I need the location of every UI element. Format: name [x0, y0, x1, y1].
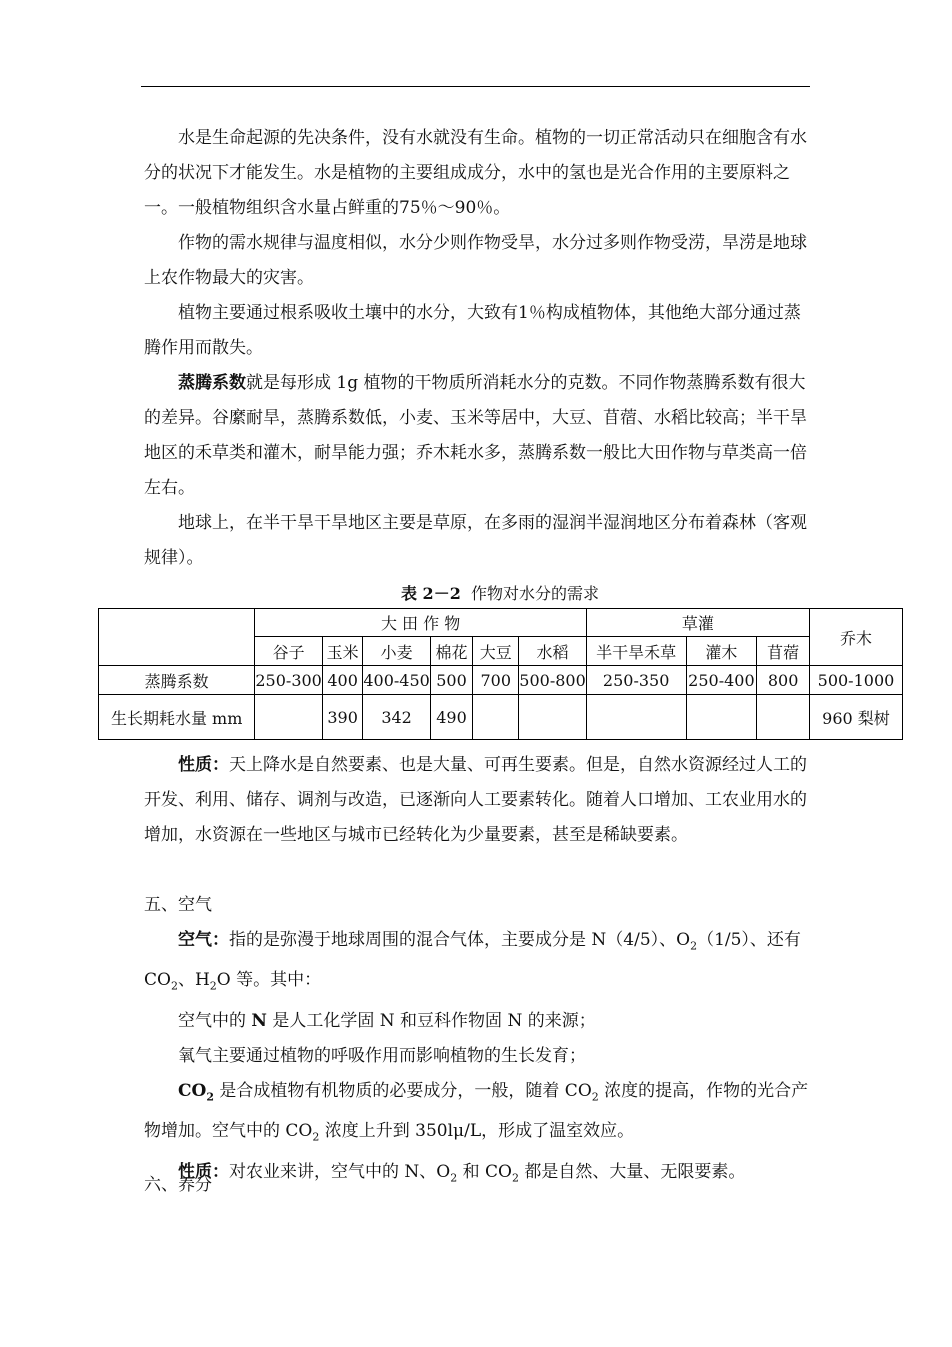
table-cell	[686, 695, 757, 740]
intro-paragraphs	[144, 121, 810, 576]
term-transpiration-coefficient: 蒸腾系数	[178, 373, 246, 393]
paragraph-water-origin: 水是生命起源的先决条件，没有水就没有生命。植物的一切正常活动只在细胞含有水分的状况下才能发生。水是植物的主要组成成分，水中的氢也是光合作用的主要原料之一。一般植物组织含水量占鲜重的75％～90％。	[144, 128, 807, 218]
table-cell	[757, 695, 810, 740]
table-cell: 500-1000	[809, 666, 902, 695]
paragraph-nitrogen: 空气中的 N 是人工化学固 N 和豆科作物固 N 的来源；	[178, 1010, 596, 1031]
group-trees: 乔木	[809, 609, 902, 666]
crop-header: 棉花	[430, 637, 472, 666]
paragraph-water-demand: 作物的需水规律与温度相似，水分少则作物受旱，水分过多则作物受涝，旱涝是地球上农作物最大的灾害。	[144, 233, 807, 288]
table-header-groups	[99, 609, 903, 637]
table-cell: 250-400	[686, 666, 757, 695]
table-cell: 800	[757, 666, 810, 695]
crop-header: 大豆	[473, 637, 519, 666]
crop-header: 苜蓿	[757, 637, 810, 666]
table-cell: 490	[430, 695, 472, 740]
paragraph-transpiration-coefficient: 蒸腾系数就是每形成 1g 植物的干物质所消耗水分的克数。不同作物蒸腾系数有很大的差异。谷縻耐旱，蒸腾系数低，小麦、玉米等居中，大豆、苜蓿、水稻比较高；半干旱地区的禾草类和灌木，耐旱能力强；乔木耗水多，蒸腾系数一般比大田作物与草类高一倍左右。	[144, 373, 807, 498]
crop-header: 玉米	[322, 637, 362, 666]
group-grass-shrubs: 草灌	[586, 609, 809, 637]
paragraph-air-definition: 空气：指的是弥漫于地球周围的混合气体，主要成分是 N（4/5）、$O_2(1/5)$、还有 $CO_2$、$H_2O$ 等。其中：	[144, 930, 801, 993]
paragraph-root-absorption: 植物主要通过根系吸收土壤中的水分，大致有1％构成植物体，其他绝大部分通过蒸腾作用而散失。	[144, 303, 801, 358]
crop-water-table	[98, 608, 903, 740]
heading-air: 五、空气	[144, 895, 212, 915]
paragraph-co2: $CO_2$ 是合成植物有机物质的必要成分，一般，随着 $CO_2$ 浓度的提高，作物的光合产物增加。空气中的 $CO_2$ 浓度上升到 350lμ/L，形成了温室效应。	[144, 1080, 809, 1144]
crop-header: 灌木	[686, 637, 757, 666]
crop-header: 水稻	[519, 637, 586, 666]
paragraph-water-nature: 性质：天上降水是自然要素、也是大量、可再生要素。但是，自然水资源经过人工的开发、利用、储存、调剂与改造，已逐渐向人工要素转化。随着人口增加、工农业用水的增加，水资源在一些地区与城市已经转化为少量要素，甚至是稀缺要素。	[144, 755, 807, 845]
header-rule	[141, 86, 810, 87]
table-row	[99, 666, 903, 695]
table-cell: 400-450	[363, 666, 430, 695]
table-row	[99, 695, 903, 740]
table-cell	[519, 695, 586, 740]
table-caption: 表 2－2 作物对水分的需求	[400, 584, 600, 603]
paragraph-oxygen: 氧气主要通过植物的呼吸作用而影响植物的生长发育；	[178, 1045, 586, 1066]
table-corner-cell	[99, 609, 255, 666]
paragraph-air-nature: 性质：对农业来讲，空气中的 N、$O_2$ 和 $CO_2$ 都是自然、大量、无限要素。	[178, 1161, 746, 1184]
table-cell	[586, 695, 686, 740]
row-label: 生长期耗水量 mm	[99, 695, 255, 740]
table-cell	[473, 695, 519, 740]
crop-header: 谷子	[255, 637, 322, 666]
table-cell: 250-350	[586, 666, 686, 695]
table-cell: 400	[322, 666, 362, 695]
table-cell: 960 梨树	[809, 695, 902, 740]
air-section	[144, 923, 810, 1195]
crop-header: 小麦	[363, 637, 430, 666]
row-label: 蒸腾系数	[99, 666, 255, 695]
heading-nutrients: 六、养分	[144, 1175, 212, 1195]
table-cell: 500	[430, 666, 472, 695]
table-cell: 250-300	[255, 666, 322, 695]
table-cell: 390	[322, 695, 362, 740]
table-cell: 342	[363, 695, 430, 740]
crop-header: 半干旱禾草	[586, 637, 686, 666]
table-cell: 700	[473, 666, 519, 695]
table-cell: 500-800	[519, 666, 586, 695]
paragraph-vegetation-distribution: 地球上，在半干旱干旱地区主要是草原，在多雨的湿润半湿润地区分布着森林（客观规律）。	[144, 513, 807, 568]
group-field-crops: 大 田 作 物	[255, 609, 586, 637]
table-cell	[255, 695, 322, 740]
